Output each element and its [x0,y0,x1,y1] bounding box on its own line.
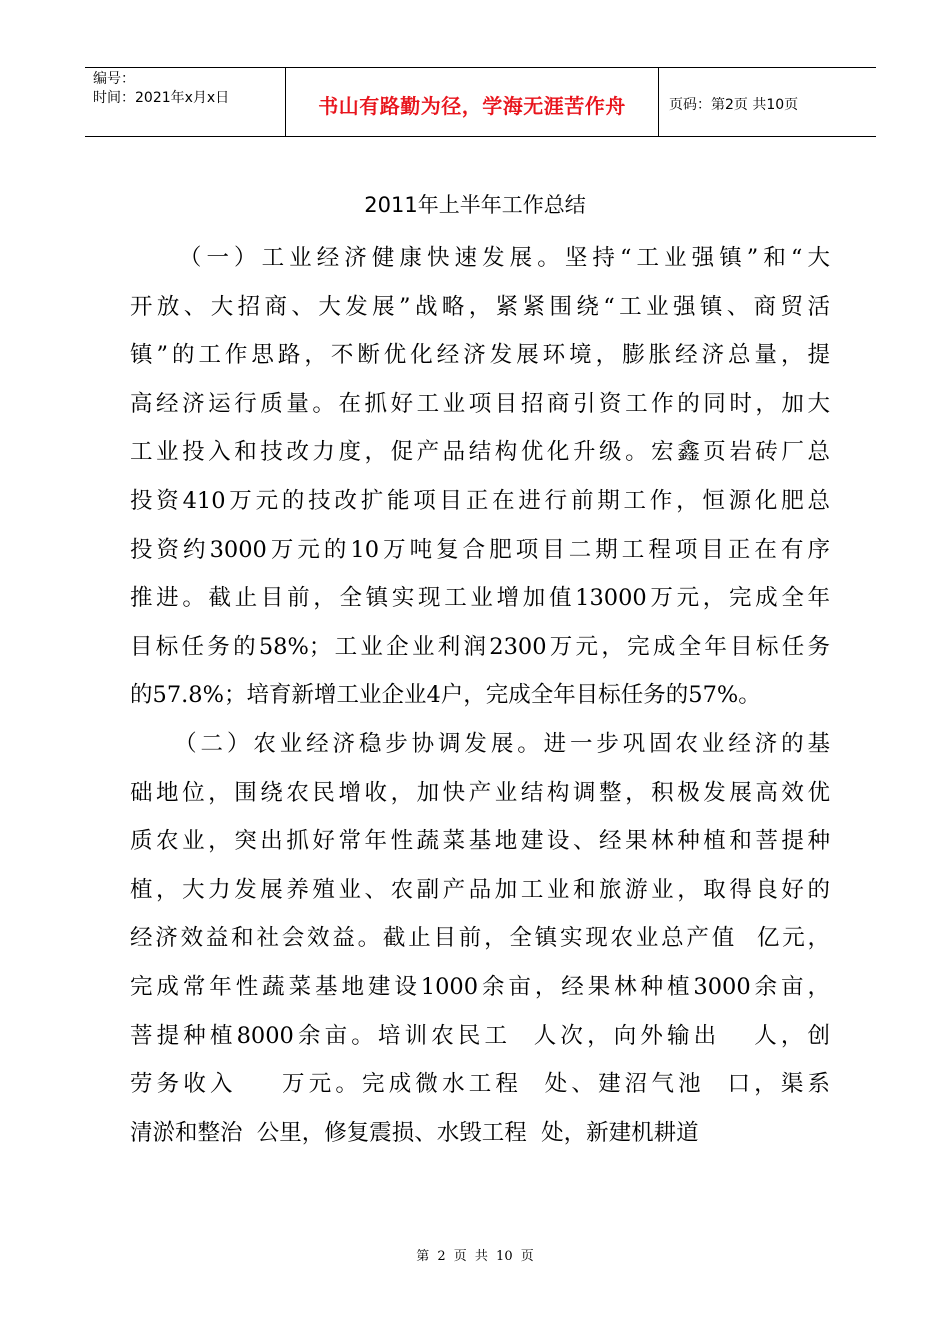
document-title: 2011年上半年工作总结 [364,193,586,217]
text-line: （一）工业经济健康快速发展。坚持“工业强镇”和“大 [130,245,830,271]
document-body [130,234,830,1157]
page-footer: 第 2 页 共 10 页 [416,1249,534,1264]
text-line: 菩提种植8000余亩。培训农民工 人次，向外输出 人，创 [130,1022,830,1049]
time-label: 时间：2021年x月x日 [93,90,230,106]
header-meta-cell [85,68,286,136]
header-table [85,67,876,137]
text-line: 劳务收入 万元。完成微水工程 处、建沼气池 口，渠系 [130,1071,830,1098]
text-line: 工业投入和技改力度，促产品结构优化升级。宏鑫页岩砖厂总 [130,439,830,466]
text-line: （二）农业经济稳步协调发展。进一步巩固农业经济的基 [130,730,830,757]
page-info-text: 页码：第2页 共10页 [669,97,799,113]
paragraph-agriculture [130,720,830,1157]
text-line: 高经济运行质量。在抓好工业项目招商引资工作的同时，加大 [130,390,830,417]
text-line: 目标任务的58%；工业企业利润2300万元，完成全年目标任务 [130,633,830,660]
motto-cell [286,68,659,136]
text-line: 的57.8%；培育新增工业企业4户，完成全年目标任务的57%。 [130,682,761,709]
text-line: 清淤和整治 公里，修复震损、水毁工程 处，新建机耕道 [130,1119,699,1146]
text-line: 完成常年性蔬菜基地建设1000余亩，经果林种植3000余亩， [130,973,830,1000]
text-line: 镇”的工作思路，不断优化经济发展环境，膨胀经济总量，提 [130,342,830,369]
text-line: 植，大力发展养殖业、农副产品加工业和旅游业，取得良好的 [130,876,830,903]
text-line: 开放、大招商、大发展”战略，紧紧围绕“工业强镇、商贸活 [130,293,830,320]
text-line: 推进。截止目前，全镇实现工业增加值13000万元，完成全年 [130,585,830,612]
paragraph-industry [130,234,830,720]
text-line: 投资约3000万元的10万吨复合肥项目二期工程项目正在有序 [130,536,830,563]
number-label: 编号： [93,71,135,87]
text-line: 经济效益和社会效益。截止目前，全镇实现农业总产值 亿元， [130,925,830,952]
text-line: 质农业，突出抓好常年性蔬菜基地建设、经果林种植和菩提种 [130,828,830,855]
page-info-cell [659,68,876,136]
text-line: 础地位，围绕农民增收，加快产业结构调整，积极发展高效优 [130,779,830,806]
motto-text: 书山有路勤为径，学海无涯苦作舟 [318,93,626,118]
text-line: 投资410万元的技改扩能项目正在进行前期工作，恒源化肥总 [130,487,830,514]
